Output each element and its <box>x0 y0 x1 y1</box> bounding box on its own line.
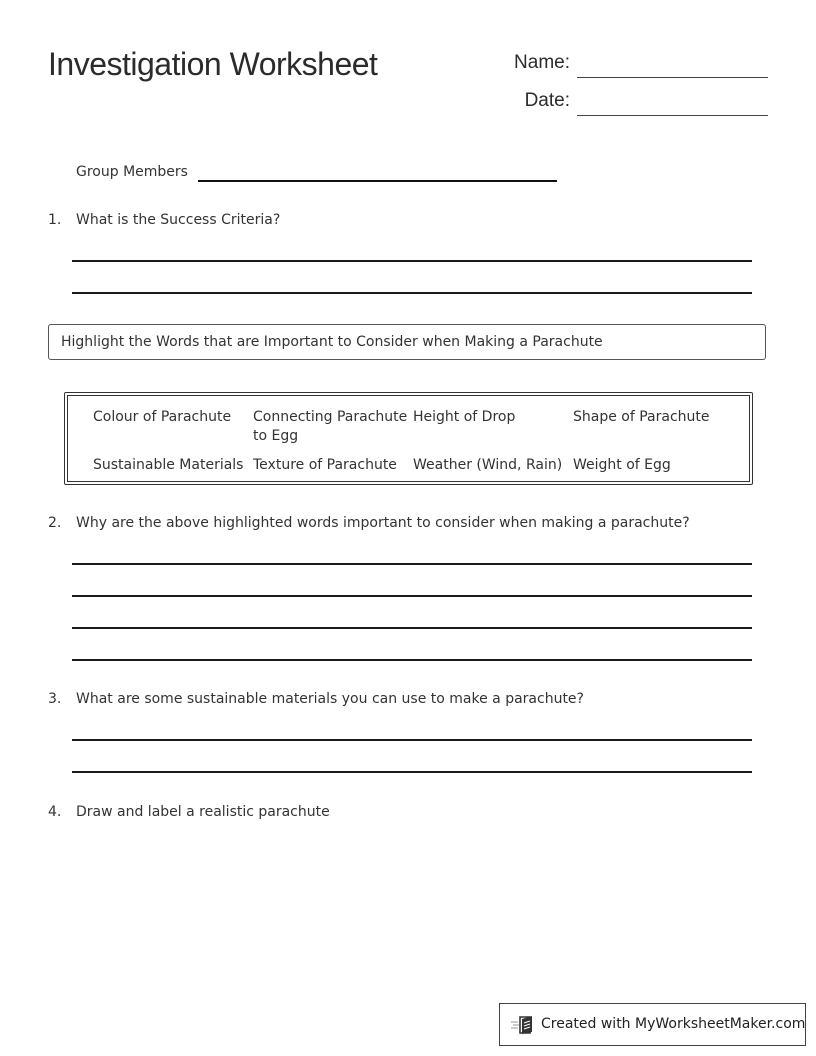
word-sustainable-materials[interactable]: Sustainable Materials <box>93 457 244 473</box>
group-members-field[interactable] <box>198 180 557 182</box>
question-2-answer-line-2[interactable] <box>72 595 752 597</box>
word-height-of-drop[interactable]: Height of Drop <box>413 409 516 425</box>
name-label: Name: <box>514 52 570 73</box>
word-weather[interactable]: Weather (Wind, Rain) <box>413 457 563 473</box>
worksheet-maker-logo-icon <box>510 1015 536 1035</box>
group-members-label: Group Members <box>76 164 188 180</box>
question-1-text: What is the Success Criteria? <box>76 212 281 228</box>
footer-text: Created with MyWorksheetMaker.com <box>541 1016 806 1032</box>
name-field[interactable] <box>577 77 768 78</box>
drawing-area[interactable] <box>72 830 752 990</box>
word-texture-of-parachute[interactable]: Texture of Parachute <box>253 457 397 473</box>
word-shape-of-parachute[interactable]: Shape of Parachute <box>573 409 710 425</box>
question-1-answer-line-2[interactable] <box>72 292 752 294</box>
page-title: Investigation Worksheet <box>48 46 378 82</box>
date-field[interactable] <box>577 115 768 116</box>
question-3-number: 3. <box>48 691 62 707</box>
question-3-answer-line-2[interactable] <box>72 771 752 773</box>
question-1-number: 1. <box>48 212 62 228</box>
date-label: Date: <box>524 90 570 111</box>
word-colour-of-parachute[interactable]: Colour of Parachute <box>93 409 232 425</box>
instruction-text: Highlight the Words that are Important to Consider when Making a Parachute <box>61 334 603 350</box>
question-3-answer-line-1[interactable] <box>72 739 752 741</box>
question-2-answer-line-3[interactable] <box>72 627 752 629</box>
question-3-text: What are some sustainable materials you can use to make a parachute? <box>76 691 584 707</box>
question-2-answer-line-1[interactable] <box>72 563 752 565</box>
word-bank <box>64 392 753 485</box>
instruction-box <box>48 324 766 360</box>
footer-credit[interactable] <box>499 1003 806 1046</box>
question-4-text: Draw and label a realistic parachute <box>76 804 330 820</box>
question-2-text: Why are the above highlighted words important to consider when making a parachute? <box>76 515 690 531</box>
word-weight-of-egg[interactable]: Weight of Egg <box>573 457 671 473</box>
question-1-answer-line-1[interactable] <box>72 260 752 262</box>
question-4-number: 4. <box>48 804 62 820</box>
question-2-number: 2. <box>48 515 62 531</box>
word-connecting-parachute-to-egg[interactable]: Connecting Parachute to Egg <box>253 409 408 444</box>
question-2-answer-line-4[interactable] <box>72 659 752 661</box>
